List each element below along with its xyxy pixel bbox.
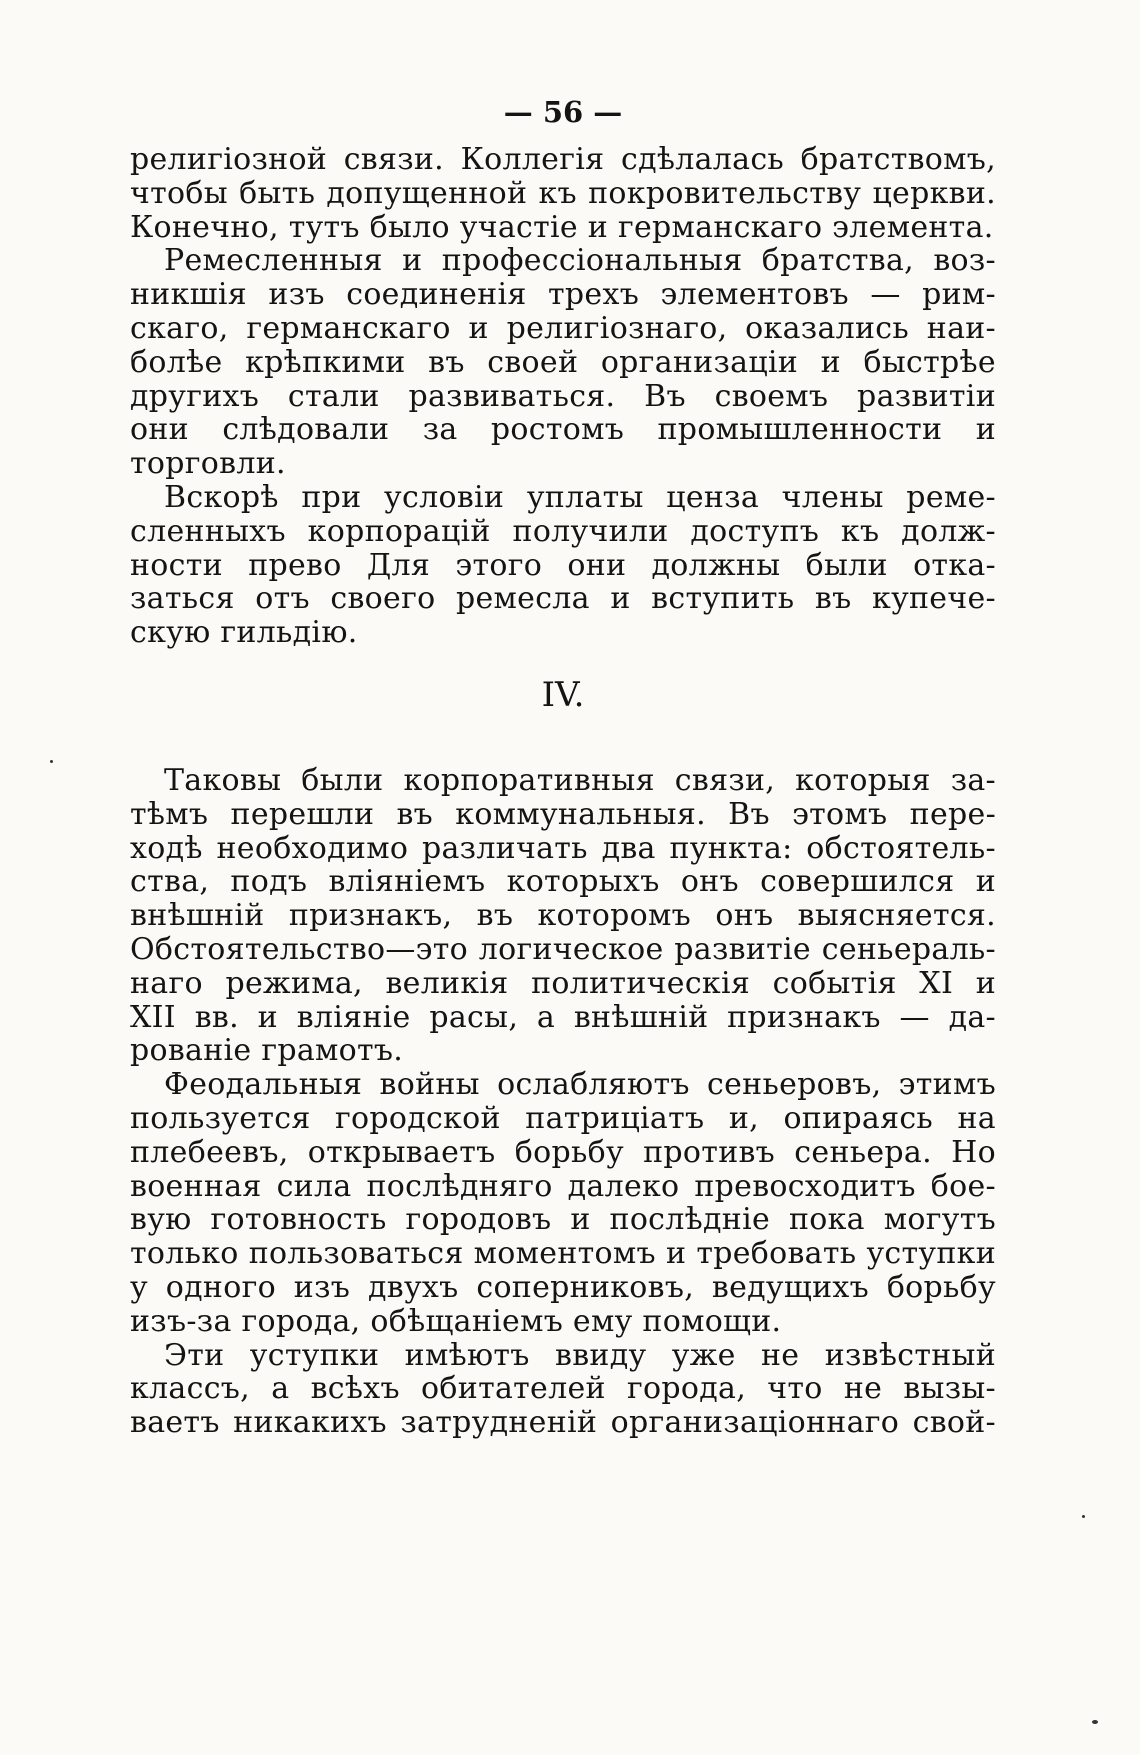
text-line: скаго, германскаго и религіознаго, оказались наи-	[130, 310, 996, 346]
text-block-bottom	[130, 764, 996, 1440]
text-line: сленныхъ корпорацій получили доступъ къ долж-	[130, 513, 996, 549]
paragraph	[130, 481, 996, 650]
text-line: Эти уступки имѣютъ ввиду уже не извѣстный	[164, 1337, 996, 1373]
text-line: Ремесленныя и профессіональныя братства, воз-	[164, 243, 996, 279]
paragraph	[130, 244, 996, 481]
book-page	[130, 95, 996, 1440]
section-heading: IV.	[541, 674, 585, 715]
text-line: внѣшній признакъ, въ которомъ онъ выясняется.	[130, 898, 996, 934]
text-line: классъ, а всѣхъ обитателей города, что не вызы-	[130, 1371, 996, 1407]
text-line: Таковы были корпоративныя связи, которыя за-	[164, 762, 996, 798]
text-line: никшія изъ соединенія трехъ элементовъ — рим-	[130, 277, 996, 313]
paragraph	[130, 1339, 996, 1440]
text-line: плебеевъ, открываетъ борьбу противъ сеньера. Но	[130, 1134, 996, 1170]
text-line: скую гильдію.	[130, 615, 358, 651]
text-line: религіозной связи. Коллегія сдѣлалась братствомъ,	[130, 142, 996, 177]
text-line: XII вв. и вліяніе расы, а внѣшній признакъ — да-	[130, 999, 996, 1035]
text-line: торговли.	[130, 446, 286, 482]
text-line: рованіе грамотъ.	[130, 1033, 404, 1069]
print-speck	[1092, 1720, 1098, 1724]
text-line: Конечно, тутъ было участіе и германскаго элемента.	[130, 209, 994, 245]
text-line: Феодальныя войны ослабляютъ сеньеровъ, этимъ	[164, 1067, 996, 1103]
print-speck	[50, 760, 53, 763]
text-line: ства, подъ вліяніемъ которыхъ онъ совершился и	[130, 864, 996, 900]
text-line: у одного изъ двухъ соперниковъ, ведущихъ борьбу	[130, 1269, 996, 1305]
text-line: тѣмъ перешли въ коммунальныя. Въ этомъ пере-	[130, 796, 996, 832]
text-line: заться отъ своего ремесла и вступить въ купече-	[130, 581, 996, 617]
text-line: вую готовность городовъ и послѣдніе пока могутъ	[130, 1202, 996, 1238]
text-block-top	[130, 143, 996, 650]
text-line: только пользоваться моментомъ и требовать уступки	[130, 1236, 996, 1272]
text-line: чтобы быть допущенной къ покровительству церкви.	[130, 175, 996, 211]
paragraph	[130, 143, 996, 244]
print-speck	[1082, 1515, 1085, 1518]
page-number: — 56 —	[503, 95, 623, 129]
text-line: Обстоятельство—это логическое развитіе сеньераль-	[130, 931, 996, 967]
paragraph	[130, 764, 996, 1068]
text-line: военная сила послѣдняго далеко превосходитъ бое-	[130, 1168, 996, 1204]
text-line: болѣе крѣпкими въ своей организаціи и быстрѣе	[130, 344, 996, 380]
text-line: ходѣ необходимо различать два пункта: обстоятель-	[130, 830, 996, 866]
text-line: они слѣдовали за ростомъ промышленности и	[130, 412, 996, 448]
text-line: Вскорѣ при условіи уплаты ценза члены реме-	[164, 479, 996, 515]
paragraph	[130, 1068, 996, 1338]
text-line: ваетъ никакихъ затрудненій организаціоннаго свой-	[130, 1405, 996, 1441]
text-line: наго режима, великія политическія событія XI и	[130, 965, 996, 1001]
text-line: пользуется городской патриціатъ и, опираясь на	[130, 1100, 996, 1136]
text-line: другихъ стали развиваться. Въ своемъ развитіи	[130, 378, 996, 414]
text-line: изъ-за города, обѣщаніемъ ему помощи.	[130, 1303, 782, 1339]
text-line: ности прево Для этого они должны были отка-	[130, 547, 996, 583]
